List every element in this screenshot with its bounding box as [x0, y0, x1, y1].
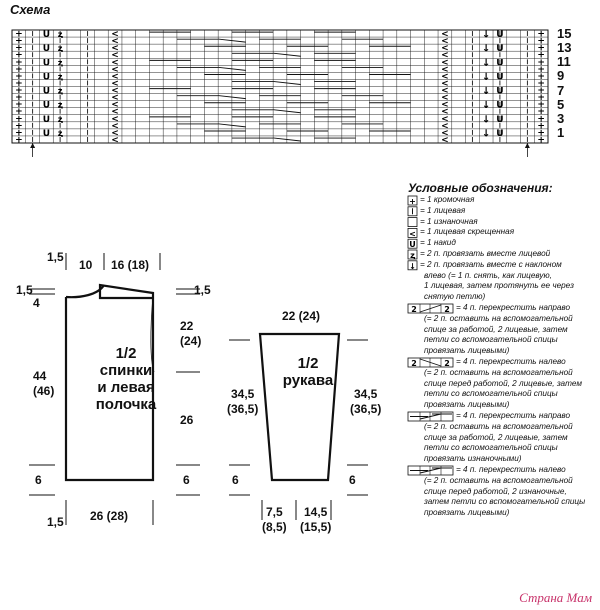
- ssk-symbol: ↓: [481, 29, 491, 41]
- edge-stitch-symbol: +: [15, 121, 23, 132]
- crossed-knit-symbol: <: [111, 114, 119, 125]
- back-neckline: [66, 285, 104, 297]
- legend-item: спице за работой, 2 лицевые, затем: [424, 432, 568, 442]
- edge-stitch-symbol: +: [15, 100, 23, 111]
- sleeve-piece-label: [278, 355, 338, 389]
- edge-stitch-symbol: +: [537, 43, 545, 54]
- legend-icon: +: [409, 197, 416, 206]
- yarn-over-symbol: U: [496, 58, 504, 69]
- yarn-over-symbol: U: [42, 30, 51, 41]
- watermark: Страна Мам: [519, 590, 592, 605]
- crossed-knit-symbol: <: [441, 114, 449, 125]
- yarn-over-symbol: U: [42, 86, 51, 97]
- yarn-over-symbol: U: [496, 114, 504, 125]
- crossed-knit-symbol: <: [111, 135, 119, 146]
- dim-total-height: 44 (46): [33, 369, 55, 398]
- crossed-knit-symbol: <: [441, 43, 449, 54]
- row-number: 11: [557, 54, 571, 70]
- legend-item: влево (= 1 п. снять, как лицевую,: [424, 270, 552, 280]
- crossed-knit-symbol: <: [111, 43, 119, 54]
- edge-stitch-symbol: +: [537, 57, 545, 68]
- legend-item: петли со вспомогательной спицы: [424, 335, 558, 345]
- sleeve-label-line: рукава: [282, 372, 334, 389]
- crossed-knit-symbol: <: [441, 100, 449, 111]
- yarn-over-symbol: U: [496, 72, 504, 83]
- legend-item: = 1 лицевая скрещенная: [420, 227, 515, 237]
- repeat-arrow: [525, 143, 530, 148]
- dim-shoulder-drop: 1,5: [194, 283, 211, 297]
- k2tog-symbol: ⱬ: [57, 30, 63, 40]
- yarn-over-symbol: U: [42, 128, 51, 139]
- dim-sleeve-top: 22 (24): [282, 309, 321, 323]
- edge-stitch-symbol: +: [15, 36, 23, 47]
- crossed-knit-symbol: <: [441, 71, 449, 82]
- edge-stitch-symbol: +: [15, 114, 23, 125]
- legend-item: петли со вспомогательной спицы: [424, 443, 558, 453]
- legend-item: (= 2 п. оставить на вспомогательной: [424, 421, 573, 431]
- edge-stitch-symbol: +: [537, 29, 545, 40]
- legend-icon: [420, 359, 441, 366]
- legend-icon: [420, 305, 441, 312]
- edge-stitch-symbol: +: [537, 50, 545, 61]
- yarn-over-symbol: U: [42, 72, 51, 83]
- dim-sleeve-rib-left: 6: [232, 473, 239, 487]
- yarn-over-symbol: U: [496, 128, 504, 139]
- back-label-line: и левая: [97, 379, 155, 396]
- crossed-knit-symbol: <: [441, 135, 449, 146]
- legend-icon: ⱬ: [410, 251, 415, 260]
- legend-icon-box: [408, 218, 417, 227]
- sleeve-label-line: 1/2: [297, 355, 319, 372]
- crossed-knit-symbol: <: [111, 36, 119, 47]
- edge-stitch-symbol: +: [537, 107, 545, 118]
- row-number: 5: [557, 96, 565, 112]
- legend-item: снятую петлю): [424, 292, 486, 302]
- legend-item: спице перед работой, 2 изнаночные,: [424, 486, 567, 496]
- dim-sleeve-bottom-b: 14,5 (15,5): [300, 505, 332, 534]
- crossed-knit-symbol: <: [111, 50, 119, 61]
- row-number: 9: [557, 68, 565, 84]
- edge-stitch-symbol: +: [537, 64, 545, 75]
- legend-cable-number: 2: [411, 305, 417, 314]
- k2tog-symbol: ⱬ: [57, 100, 63, 110]
- edge-stitch-symbol: +: [15, 29, 23, 40]
- crossed-knit-symbol: <: [441, 107, 449, 118]
- dim-sleeve-left: 34,5 (36,5): [227, 387, 259, 416]
- edge-stitch-symbol: +: [15, 107, 23, 118]
- crossed-knit-symbol: <: [111, 93, 119, 104]
- legend-item: затем петли со вспомогательной спицы: [424, 497, 586, 507]
- legend-item: = 2 п. провязать вместе с наклоном: [420, 259, 562, 269]
- legend-cable-number: 2: [411, 359, 417, 368]
- crossed-knit-symbol: <: [441, 64, 449, 75]
- row-number: 1: [557, 124, 565, 140]
- legend-item: = 4 п. перекрестить направо: [456, 303, 571, 312]
- legend-item: = 4 п. перекрестить налево: [456, 357, 566, 366]
- row-number: 15: [557, 26, 572, 41]
- edge-stitch-symbol: +: [15, 43, 23, 54]
- yarn-over-symbol: U: [496, 100, 504, 111]
- back-label-line: спинки: [99, 362, 153, 379]
- ssk-symbol: ↓: [481, 57, 491, 69]
- legend-icon: ↓: [409, 261, 416, 271]
- legend-item: = 1 лицевая: [420, 205, 466, 215]
- crossed-knit-symbol: <: [111, 71, 119, 82]
- dim-neck-width: 10: [79, 258, 93, 272]
- dim-armhole-height: 22 (24): [180, 319, 202, 348]
- dim-neck-depth: 1,5: [16, 283, 33, 297]
- crossed-knit-symbol: <: [111, 128, 119, 139]
- legend-item: спице за работой, 2 лицевые, затем: [424, 324, 568, 334]
- crossed-knit-symbol: <: [441, 86, 449, 97]
- back-label-line: полочка: [95, 396, 157, 413]
- crossed-knit-symbol: <: [111, 86, 119, 97]
- dim-neck-depth-b: 4: [33, 296, 40, 310]
- legend-item: провязать лицевыми): [424, 508, 510, 518]
- legend-item: = 4 п. перекрестить налево: [456, 465, 566, 474]
- dim-rib-right: 6: [183, 473, 190, 487]
- ssk-symbol: ↓: [481, 128, 491, 140]
- edge-stitch-symbol: +: [15, 57, 23, 68]
- legend-cable-number: 2: [444, 359, 450, 368]
- edge-stitch-symbol: +: [15, 71, 23, 82]
- yarn-over-symbol: U: [42, 114, 51, 125]
- legend-icon: <: [409, 229, 416, 239]
- edge-stitch-symbol: +: [537, 71, 545, 82]
- k2tog-symbol: ⱬ: [57, 114, 63, 124]
- crossed-knit-symbol: <: [441, 121, 449, 132]
- yarn-over-symbol: U: [42, 58, 51, 69]
- crossed-knit-symbol: <: [111, 57, 119, 68]
- crossed-knit-symbol: <: [111, 100, 119, 111]
- crossed-knit-symbol: <: [441, 78, 449, 89]
- legend-item: провязать лицевыми): [424, 400, 510, 410]
- k2tog-symbol: ⱬ: [57, 72, 63, 82]
- crossed-knit-symbol: <: [111, 78, 119, 89]
- crossed-knit-symbol: <: [111, 29, 119, 40]
- legend-item: спице перед работой, 2 лицевые, затем: [424, 378, 582, 388]
- edge-stitch-symbol: +: [537, 36, 545, 47]
- row-number: 13: [557, 40, 572, 56]
- crossed-knit-symbol: <: [441, 50, 449, 61]
- legend-item: = 1 изнаночная: [420, 216, 478, 226]
- edge-stitch-symbol: +: [15, 64, 23, 75]
- back-piece-label: [86, 345, 166, 413]
- legend-item: петли со вспомогательной спицы: [424, 389, 558, 399]
- edge-stitch-symbol: +: [537, 114, 545, 125]
- back-label-line: 1/2: [115, 345, 137, 362]
- k2tog-symbol: ⱬ: [57, 128, 63, 138]
- k2tog-symbol: ⱬ: [57, 44, 63, 54]
- repeat-arrow: [30, 143, 35, 148]
- k2tog-symbol: ⱬ: [57, 86, 63, 96]
- crossed-knit-symbol: <: [441, 128, 449, 139]
- yarn-over-symbol: U: [496, 86, 504, 97]
- ssk-symbol: ↓: [481, 86, 491, 98]
- ssk-symbol: ↓: [481, 43, 491, 55]
- row-number: 7: [557, 82, 565, 98]
- ssk-symbol: ↓: [481, 71, 491, 83]
- legend-item: (= 2 п. оставить на вспомогательной: [424, 475, 573, 485]
- crossed-knit-symbol: <: [111, 107, 119, 118]
- legend-cable-number: 2: [444, 305, 450, 314]
- edge-stitch-symbol: +: [537, 128, 545, 139]
- edge-stitch-symbol: +: [15, 86, 23, 97]
- row-number: 3: [557, 110, 565, 126]
- dim-bottom-width: 26 (28): [90, 509, 129, 523]
- edge-stitch-symbol: +: [537, 78, 545, 89]
- dim-sleeve-right: 34,5 (36,5): [350, 387, 382, 416]
- legend-item: (= 2 п. оставить на вспомогательной: [424, 313, 573, 323]
- edge-stitch-symbol: +: [15, 50, 23, 61]
- dim-sleeve-rib-right: 6: [349, 473, 356, 487]
- edge-stitch-symbol: +: [537, 86, 545, 97]
- yarn-over-symbol: U: [496, 44, 504, 55]
- edge-stitch-symbol: +: [537, 93, 545, 104]
- edge-stitch-symbol: +: [15, 78, 23, 89]
- crossed-knit-symbol: <: [111, 64, 119, 75]
- yarn-over-symbol: U: [42, 44, 51, 55]
- crossed-knit-symbol: <: [441, 29, 449, 40]
- ssk-symbol: ↓: [481, 114, 491, 126]
- dim-sleeve-bottom-a: 7,5 (8,5): [262, 505, 287, 534]
- dim-top-edge: 1,5: [47, 250, 64, 264]
- crossed-knit-symbol: <: [111, 121, 119, 132]
- edge-stitch-symbol: +: [537, 135, 545, 146]
- crossed-knit-symbol: <: [441, 57, 449, 68]
- legend-item: = 1 кромочная: [420, 195, 475, 204]
- edge-stitch-symbol: +: [15, 135, 23, 146]
- edge-stitch-symbol: +: [15, 128, 23, 139]
- edge-stitch-symbol: +: [537, 121, 545, 132]
- legend-item: = 1 накид: [420, 238, 456, 248]
- dim-shoulder-width: 16 (18): [111, 258, 150, 272]
- legend-item: провязать лицевыми): [424, 346, 510, 356]
- legend-item: = 4 п. перекрестить направо: [456, 411, 571, 420]
- edge-stitch-symbol: +: [537, 100, 545, 111]
- yarn-over-symbol: U: [496, 30, 504, 41]
- legend-icon: U: [409, 240, 416, 250]
- dim-side-height: 26: [180, 413, 194, 427]
- legend-item: 1 лицевая, затем протянуть ее через: [424, 281, 574, 291]
- ssk-symbol: ↓: [481, 100, 491, 112]
- legend-item: провязать изнаночными): [424, 454, 522, 464]
- edge-stitch-symbol: +: [15, 93, 23, 104]
- crossed-knit-symbol: <: [441, 36, 449, 47]
- legend-item: = 2 п. провязать вместе лицевой: [420, 249, 551, 258]
- crossed-knit-symbol: <: [441, 93, 449, 104]
- chart-title: Схема: [10, 2, 51, 17]
- yarn-over-symbol: U: [42, 100, 51, 111]
- k2tog-symbol: ⱬ: [57, 58, 63, 68]
- dim-bottom-edge: 1,5: [47, 515, 64, 529]
- legend-item: (= 2 п. оставить на вспомогательной: [424, 367, 573, 377]
- dim-rib-left: 6: [35, 473, 42, 487]
- legend-title: Условные обозначения:: [408, 181, 553, 195]
